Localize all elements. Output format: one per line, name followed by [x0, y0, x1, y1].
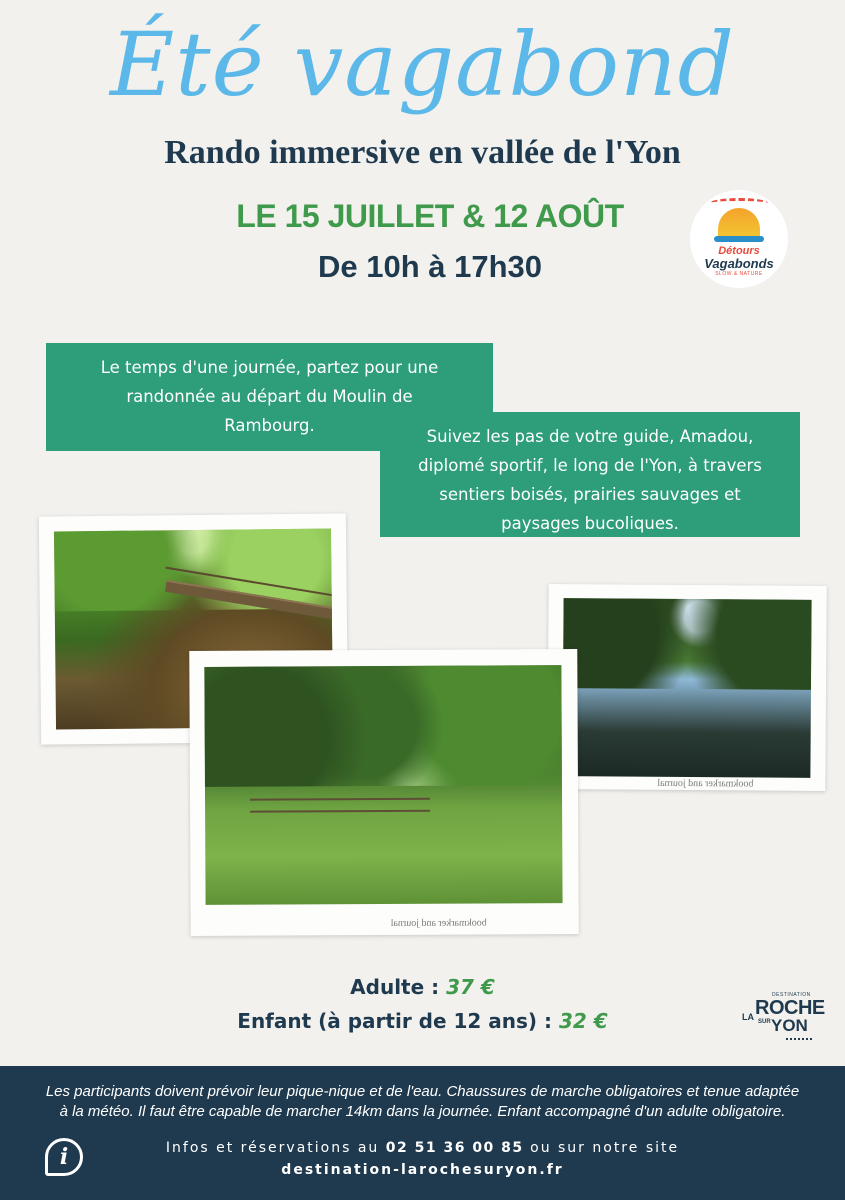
sun-icon	[718, 208, 760, 236]
footer-contact	[100, 1140, 745, 1156]
guide-line: Suivez les pas de votre guide, Amadou,	[426, 427, 754, 446]
contact-prefix: Infos et réservations au	[165, 1140, 386, 1156]
sun-rays-icon	[710, 198, 768, 208]
contact-suffix: ou sur notre site	[523, 1140, 680, 1156]
logo-roche-roche: ROCHE	[755, 997, 825, 1019]
water-icon	[714, 236, 764, 242]
price-adult-value: 37 €	[446, 975, 495, 999]
footer-notice	[12, 1082, 833, 1122]
guide-line: diplomé sportif, le long de l'Yon, à travers	[418, 456, 762, 475]
footer-notice-line: Les participants doivent prévoir leur pique-nique et de l'eau. Chaussures de marche obligatoires et tenue adaptée	[45, 1083, 800, 1100]
info-icon: i	[45, 1138, 83, 1176]
logo-roche-la: LA	[742, 1012, 754, 1022]
contact-phone[interactable]: 02 51 36 00 85	[385, 1140, 524, 1156]
logo-roche-yon: YON	[771, 1016, 808, 1035]
wave-icon	[786, 1036, 812, 1040]
logo-detours-line3: SLOW & NATURE	[715, 271, 763, 277]
detours-vagabonds-logo	[690, 190, 788, 288]
la-roche-sur-yon-logo	[740, 992, 825, 1044]
event-title: Été vagabond	[110, 13, 735, 116]
intro-line: randonnée au départ du Moulin de	[126, 387, 413, 406]
event-hours: De 10h à 17h30	[317, 249, 543, 284]
guide-line: sentiers boisés, prairies sauvages et	[439, 485, 741, 504]
event-dates: LE 15 JUILLET & 12 AOÛT	[236, 198, 624, 234]
logo-detours-line1: Détours	[718, 245, 760, 257]
photo-caption-reversed: bookmarker and journal	[657, 777, 754, 790]
guide-box	[380, 412, 800, 537]
price-child	[0, 1009, 845, 1033]
footer-notice-line: à la météo. Il faut être capable de marcher 14km dans la journée. Enfant accompagné d'un adulte obligatoire.	[59, 1103, 786, 1120]
price-child-value: 32 €	[559, 1009, 608, 1033]
price-child-label: Enfant (à partir de 12 ans) :	[237, 1009, 559, 1033]
photo-meadow-image	[204, 665, 562, 905]
logo-detours-line2: Vagabonds	[704, 256, 774, 271]
website-link[interactable]: destination-larochesuryon.fr	[281, 1162, 564, 1178]
price-adult-label: Adulte :	[350, 975, 447, 999]
photo-river-image	[562, 598, 811, 778]
event-subtitle: Rando immersive en vallée de l'Yon	[164, 134, 681, 171]
logo-roche-sur: SUR	[758, 1019, 771, 1025]
intro-line: Le temps d'une journée, partez pour une	[100, 358, 439, 377]
photo-caption-reversed: bookmarker and journal	[390, 917, 487, 929]
intro-line: Rambourg.	[224, 416, 315, 435]
photo-meadow	[189, 649, 578, 936]
photo-river	[547, 584, 826, 791]
guide-line: paysages bucoliques.	[501, 514, 679, 533]
footer	[0, 1066, 845, 1200]
price-adult	[0, 975, 845, 999]
logo-roche-destination: DESTINATION	[772, 992, 811, 998]
